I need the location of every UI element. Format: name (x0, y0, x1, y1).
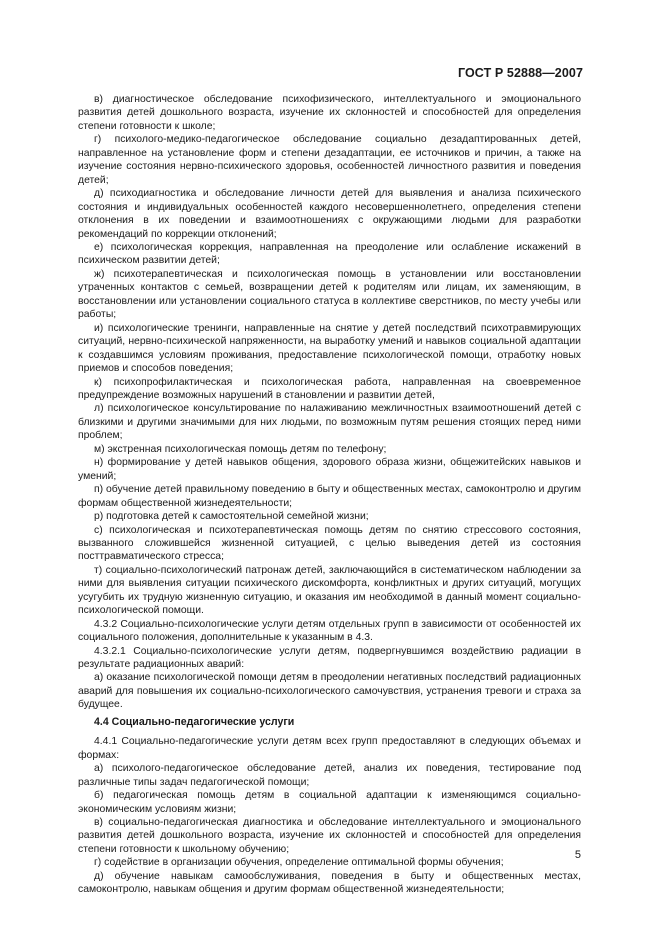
list-item-p: п) обучение детей правильному поведению в быту и общественных местах, самоконтролю и другим формам общественной жизнедеятельности; (78, 484, 581, 509)
ped-list-item-b: б) педагогическая помощь детям в социальной адаптации к изменяющимся социально-экономическим условиям жизни; (78, 790, 581, 815)
document-body (78, 93, 581, 897)
list-item-v: в) диагностическое обследование психофизического, интеллектуального и эмоционального развития детей дошкольного возраста, изучение их склонностей и способностей для определения степени готовности к школе; (78, 94, 581, 132)
ped-list-item-d: д) обучение навыкам самообслуживания, поведения в быту и общественных местах, самоконтролю, навыкам общения и другим формам общественной жизнедеятельности; (78, 870, 581, 896)
list-item-e: е) психологическая коррекция, направленная на преодоление или ослабление искажений в психическом развитии детей; (78, 241, 581, 267)
list-item-s: с) психологическая и психотерапевтическая помощь детям по снятию стрессового состояния, вызванного сложившейся жизненной ситуацией, с целью выведения детей из состояния посттравматического стресса; (78, 524, 581, 563)
clause-4-4-1: 4.4.1 Социально-педагогические услуги детям всех групп предоставляют в следующих объемах и формах: (78, 736, 581, 761)
document-header: ГОСТ Р 52888—2007 (457, 66, 583, 80)
ped-list-item-a: а) психолого-педагогическое обследование детей, анализ их поведения, тестирование под различные типы задач педагогической помощи; (78, 763, 581, 788)
clause-4-3-2-1: 4.3.2.1 Социально-психологические услуги детям, подвергнувшимся воздействию радиации в результате радиационных аварий: (78, 645, 581, 671)
page-number: 5 (574, 849, 581, 861)
clause-4-3-2: 4.3.2 Социально-психологические услуги детям отдельных групп в зависимости от особенностей их социального положения, дополнительные к указанным в 4.3. (78, 618, 581, 644)
list-item-t: т) социально-психологический патронаж детей, заключающийся в систематическом наблюдении за ними для выявления ситуации психического дискомфорта, конфликтных и других ситуаций, могущих усугубить их трудную жизненную ситуацию, и оказания им необходимой в данный момент социально-психологической помощи. (78, 564, 581, 617)
list-item-d: д) психодиагностика и обследование личности детей для выявления и анализа психического состояния и индивидуальных особенностей каждого несовершеннолетнего, определения степени отклонения в их поведении и взаимоотношениях с окружающими людьми для разработки рекомендаций по коррекции отклонений; (78, 188, 581, 240)
list-item-r: р) подготовка детей к самостоятельной семейной жизни; (94, 511, 369, 523)
ped-list-item-v: в) социально-педагогическая диагностика и обследование интеллектуального и эмоционального развития детей дошкольного возраста, изучение их склонностей и способностей для определения степени готовности к школьному обучению; (78, 817, 581, 855)
list-item-m: м) экстренная психологическая помощь детям по телефону; (94, 443, 387, 455)
list-item-l: л) психологическое консультирование по налаживанию межличностных взаимоотношений детей с близкими и другими значимыми для них людьми, по возможным путям решения стоящих перед ними проблем; (78, 403, 581, 442)
list-item-a-radiation: а) оказание психологической помощи детям в преодолении негативных последствий радиационных аварий для повышения их социально-психологического самочувствия, устранения тревоги и страха за будущее. (78, 672, 581, 711)
list-item-k: к) психопрофилактическая и психологическая работа, направленная на своевременное предупреждение возможных нарушений в становлении и развитии детей, (78, 376, 581, 401)
ped-list-item-g: г) содействие в организации обучения, определение оптимальной формы обучения; (94, 857, 504, 869)
list-item-zh: ж) психотерапевтическая и психологическая помощь в установлении или восстановлении утраченных контактов с семьей, возвращении детей к родителям или лицам, их заменяющим, в восстановлении или установлении социального статуса в коллективе сверстников, по месту учебы или работы; (78, 268, 581, 321)
list-item-g: г) психолого-медико-педагогическое обследование социально дезадаптированных детей, направленное на установление форм и степени дезадаптации, ее источников и причин, а также на изучение состояния нервно-психического здоровья, особенностей личностного развития и поведения детей; (78, 134, 581, 186)
list-item-i: и) психологические тренинги, направленные на снятие у детей последствий психотравмирующих ситуаций, нервно-психической напряженности, на выработку умений и навыков социальной адаптации к создавшимся условиям проживания, предоставление психологической помощи, отработку новых приемов и способов поведения; (78, 322, 581, 375)
list-item-n: н) формирование у детей навыков общения, здорового образа жизни, общежитейских навыков и умений; (78, 457, 581, 482)
section-heading: 4.4 Социально-педагогические услуги (94, 715, 295, 728)
